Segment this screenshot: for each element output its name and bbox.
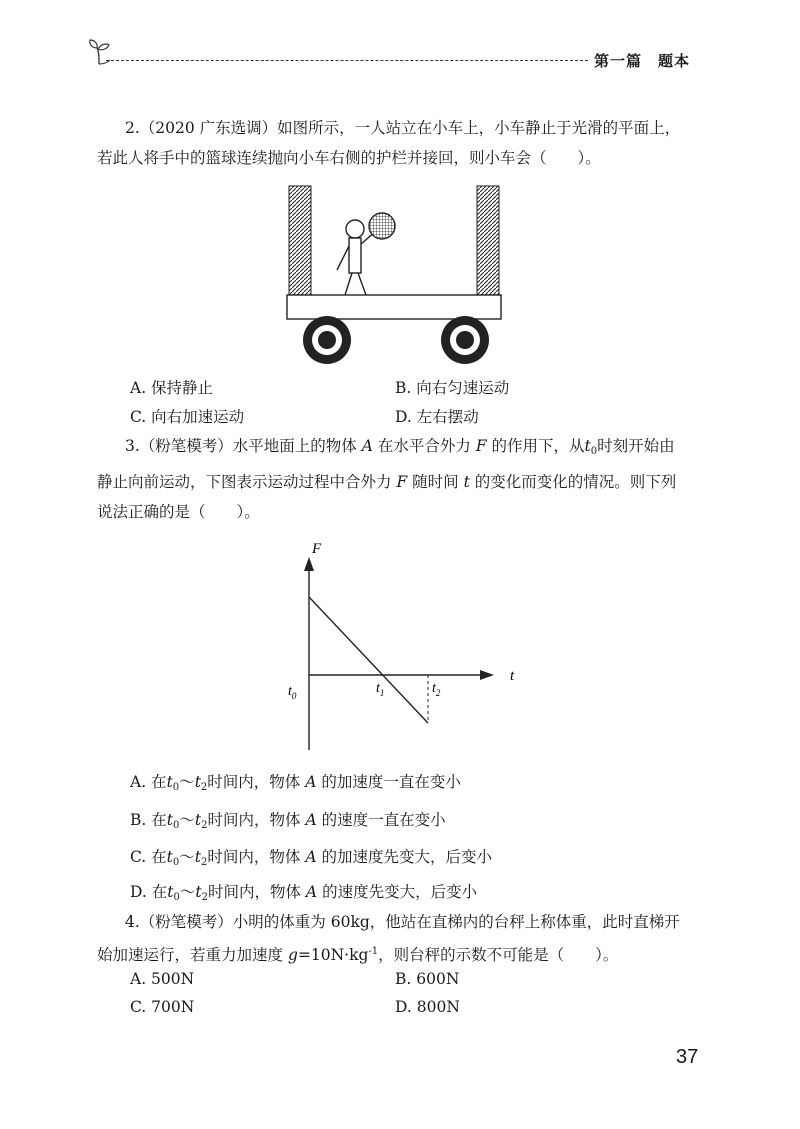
origin-label: $t_0$ xyxy=(288,684,297,701)
q2-line-2: 若此人将手中的篮球连续抛向小车右侧的护栏并接回，则小车会（ ）。 xyxy=(97,149,601,167)
question-2 xyxy=(97,113,707,173)
q4-line-2: 始加速运行，若重力加速度 $g=10N\cdot kg^{-1}$，则台秤的示数不可能是（ ）。 xyxy=(97,946,619,965)
q2-option-d: D. 左右摆动 xyxy=(395,408,479,426)
x-axis-label: t xyxy=(510,668,515,684)
q4-option-a: A. 500N xyxy=(130,970,195,988)
q2-line-1: 2.（2020 广东选调）如图所示，一人站立在小车上，小车静止于光滑的平面上， xyxy=(125,119,681,137)
force-line xyxy=(309,597,428,723)
sprout-icon xyxy=(86,36,112,66)
force-time-graph xyxy=(280,535,530,755)
question-4 xyxy=(97,907,707,970)
right-rail xyxy=(477,186,499,296)
left-wheel xyxy=(303,316,351,364)
section-title: 第一篇 题本 xyxy=(594,52,691,70)
q4-option-b: B. 600N xyxy=(395,970,460,988)
y-axis-label: F xyxy=(312,541,322,557)
t1-label: $t_1$ xyxy=(376,681,385,698)
cart-platform xyxy=(287,295,501,319)
q4-line-1: 4.（粉笔模考）小明的体重为 60kg，他站在直梯内的台秤上称体重，此时直梯开 xyxy=(125,913,680,931)
right-wheel xyxy=(441,316,489,364)
question-3 xyxy=(97,431,707,527)
q2-option-c: C. 向右加速运动 xyxy=(130,408,245,426)
q4-option-d: D. 800N xyxy=(395,998,460,1016)
header-rule xyxy=(106,60,588,61)
q3-option-a: A. 在$t_0\sim t_2$时间内，物体 A 的加速度一直在变小 xyxy=(130,773,461,793)
t2-label: $t_2$ xyxy=(432,681,441,698)
q3-option-c: C. 在$t_0\sim t_2$时间内，物体 A 的加速度先变大，后变小 xyxy=(130,848,493,868)
q3-line-2: 静止向前运动，下图表示运动过程中合外力 F 随时间 t 的变化而变化的情况。则下列 xyxy=(97,473,677,491)
cart-figure xyxy=(280,180,520,370)
left-rail xyxy=(289,186,311,296)
q4-option-c: C. 700N xyxy=(130,998,195,1016)
q3-option-d: D. 在$t_0\sim t_2$时间内，物体 A 的速度先变大，后变小 xyxy=(130,883,478,903)
q2-option-b: B. 向右匀速运动 xyxy=(395,379,510,397)
page-number: 37 xyxy=(676,1046,699,1068)
q3-line-1: 3.（粉笔模考）水平地面上的物体 A 在水平合外力 F 的作用下，从$t_0$时刻开始由 xyxy=(125,437,675,457)
q2-option-a: A. 保持静止 xyxy=(130,379,214,397)
q3-option-b: B. 在$t_0\sim t_2$时间内，物体 A 的速度一直在变小 xyxy=(130,811,446,831)
person xyxy=(337,220,375,295)
q3-line-3: 说法正确的是（ ）。 xyxy=(97,503,260,521)
basketball xyxy=(369,213,395,239)
